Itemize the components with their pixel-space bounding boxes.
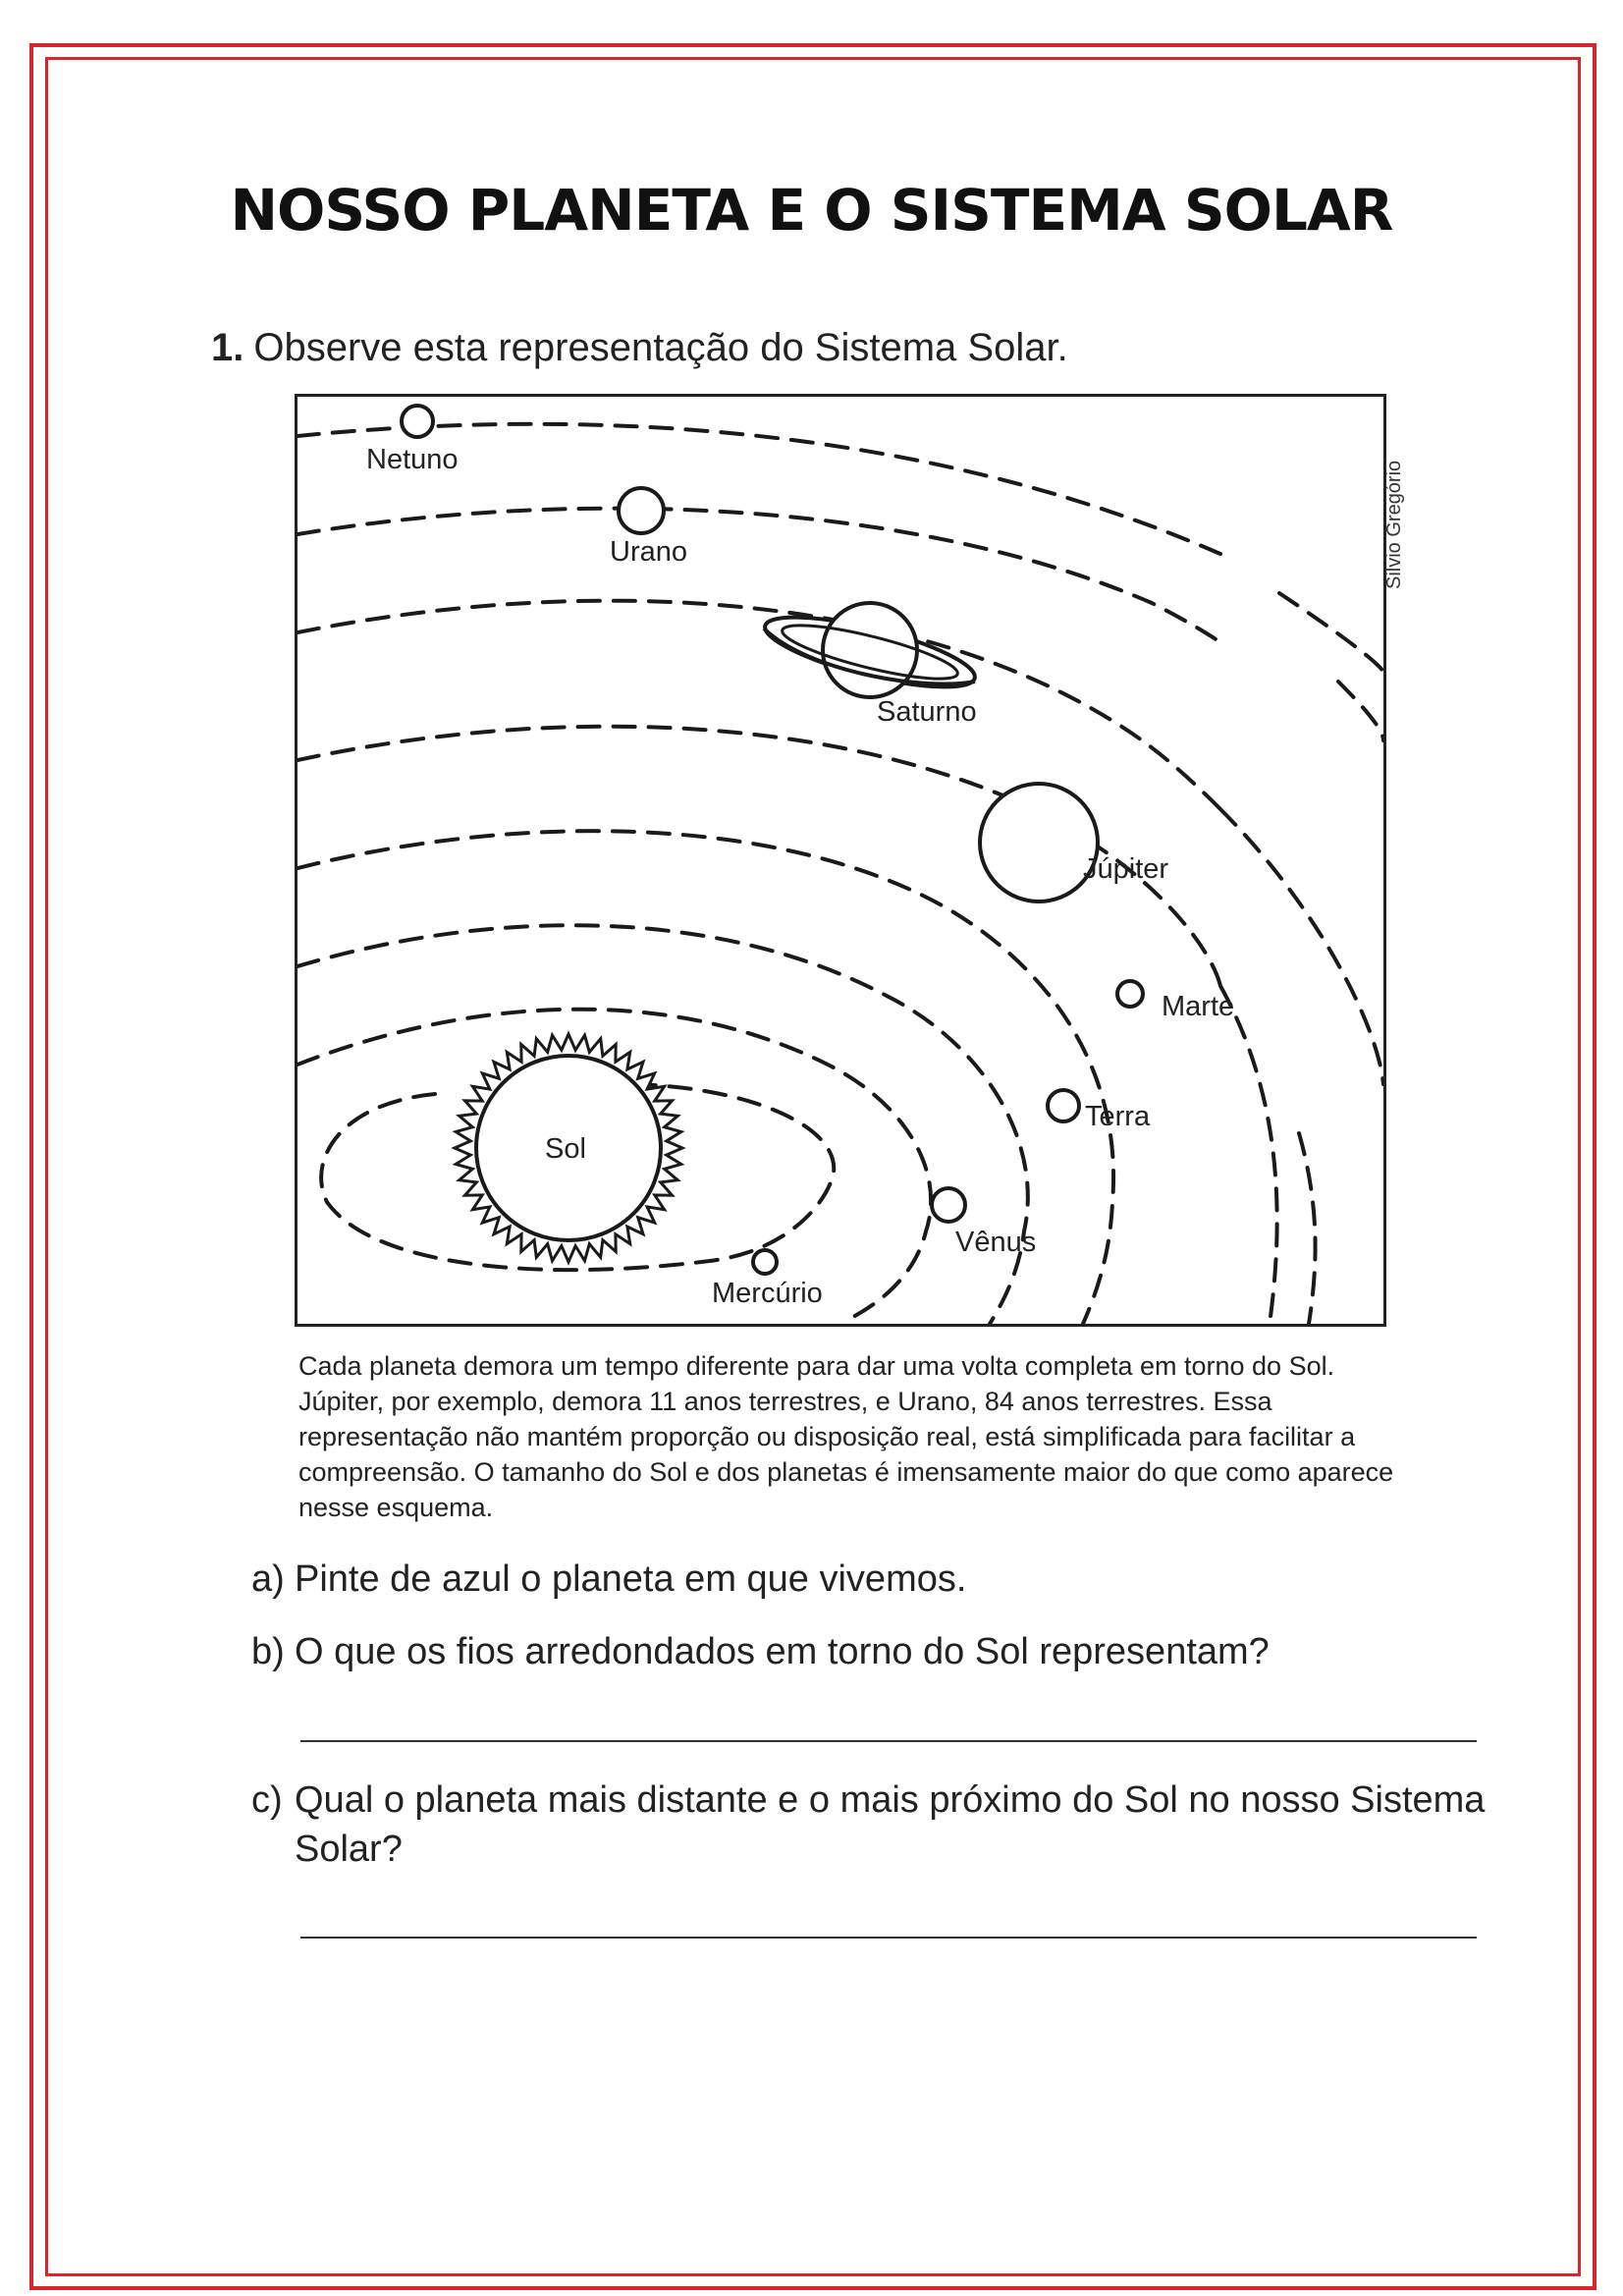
solar-system-diagram — [295, 394, 1386, 1327]
orbit-outer-right-4 — [1279, 593, 1383, 672]
label-neptune: Netuno — [366, 444, 459, 475]
item-a — [251, 1555, 1492, 1604]
orbit-uranus — [298, 509, 1220, 642]
item-c — [251, 1776, 1492, 1874]
item-a-letter: a) — [251, 1558, 285, 1600]
planet-jupiter — [980, 784, 1098, 902]
planet-neptune — [402, 406, 433, 437]
label-mercury: Mercúrio — [712, 1278, 823, 1309]
label-saturn: Saturno — [877, 696, 977, 728]
planet-uranus — [619, 488, 664, 533]
label-sun: Sol — [545, 1133, 586, 1165]
orbit-saturn — [298, 601, 1220, 809]
label-jupiter: Júpiter — [1083, 853, 1169, 885]
orbit-outer-right-1 — [1220, 986, 1277, 1324]
planet-earth — [1048, 1090, 1079, 1121]
solar-system-illustration — [298, 397, 1383, 1324]
answer-line-b[interactable] — [300, 1740, 1477, 1742]
orbit-outer-right-5 — [1299, 1133, 1316, 1324]
orbit-outer-right-3 — [1338, 682, 1383, 740]
planet-mercury — [753, 1250, 777, 1274]
label-earth: Terra — [1085, 1101, 1151, 1132]
item-b — [251, 1627, 1492, 1676]
item-c-text: Qual o planeta mais distante e o mais próximo do Sol no nosso Sistema Solar? — [295, 1779, 1486, 1870]
label-venus: Vênus — [955, 1227, 1037, 1258]
label-mars: Marte — [1162, 991, 1235, 1022]
illustration-credit-text: Silvio Gregório — [1383, 460, 1405, 589]
item-a-text: Pinte de azul o planeta em que vivemos. — [295, 1558, 967, 1600]
item-b-letter: b) — [251, 1631, 285, 1672]
label-uranus: Urano — [610, 536, 687, 568]
planet-venus — [932, 1188, 965, 1222]
answer-line-c[interactable] — [300, 1937, 1477, 1939]
item-c-letter: c) — [251, 1779, 283, 1821]
page-title: NOSSO PLANETA E O SISTEMA SOLAR — [230, 177, 1393, 244]
orbit-outer-right-2 — [1220, 809, 1383, 1084]
planet-mars — [1117, 981, 1143, 1007]
question-1-number: 1. — [211, 326, 244, 369]
item-b-text: O que os fios arredondados em torno do Sol representam? — [295, 1631, 1270, 1672]
planet-saturn — [823, 603, 917, 697]
question-1-text: Observe esta representação do Sistema Solar. — [253, 326, 1068, 369]
illustration-credit — [1383, 460, 1407, 589]
diagram-caption: Cada planeta demora um tempo diferente para dar uma volta completa em torno do Sol. Júpiter, por exemplo, demora 11 anos terrestres, e Urano, 84 anos terrestres. Essa representação não mantém proporção ou disposição real, está simplificada para facilitar a compreensão. O tamanho do Sol e dos planetas é imensamente maior do que como aparece nesse esquema. — [298, 1351, 1394, 1522]
question-1 — [211, 326, 1068, 370]
